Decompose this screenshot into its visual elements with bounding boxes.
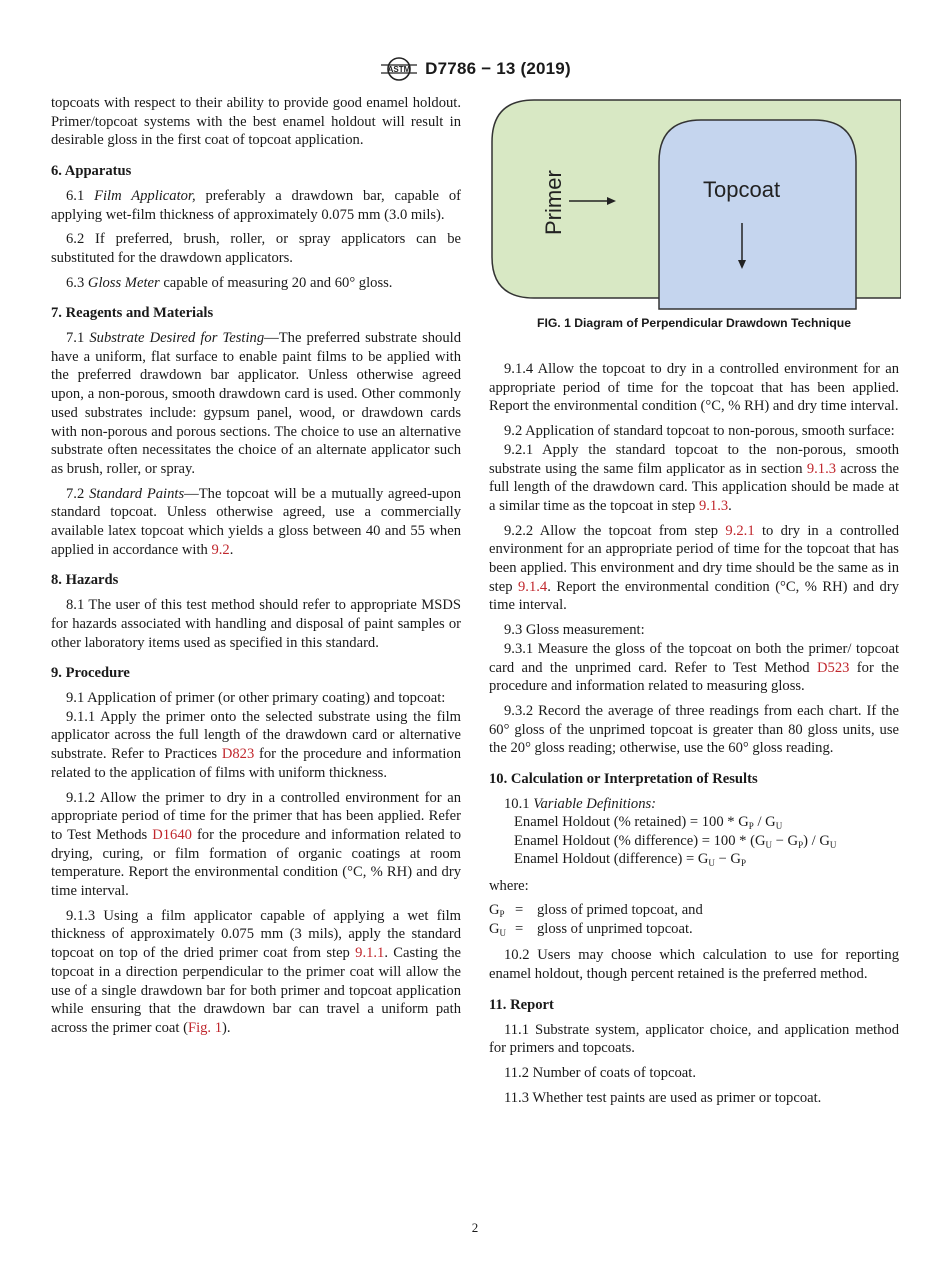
primer-label: Primer [541, 170, 566, 235]
link-9-1-3-a[interactable]: 9.1.3 [806, 460, 837, 477]
paragraph-6-1: 6.1 Film Applicator, preferably a drawdown bar, capable of applying wet-film thickness of approximately 0.075 mm (3.0 mils). [51, 187, 462, 223]
formula-difference: Enamel Holdout (difference) = $G_U - G_P$ [514, 851, 746, 869]
astm-logo-icon [379, 56, 419, 82]
paragraph-11-2: 11.2 Number of coats of topcoat. [504, 1064, 696, 1081]
paragraph-9-2: 9.2 Application of standard topcoat to non-porous, smooth surface: [504, 423, 895, 440]
link-d1640[interactable]: D1640 [152, 826, 192, 843]
link-9-2[interactable]: 9.2 [211, 541, 230, 558]
paragraph-10-2: 10.2 Users may choose which calculation to use for reporting enamel holdout, though percent retained is the preferred method. [489, 947, 899, 983]
paragraph-7-2: 7.2 Standard Paints—The topcoat will be a mutually agreed-upon standard topcoat. Unless otherwise agreed, use a commercially available latex topcoat which yields a gloss between 40 and 55 when applied in accordance with 9.2. [51, 485, 461, 558]
where-label: where: [489, 877, 529, 894]
intro-paragraph: topcoats with respect to their ability to provide good enamel holdout. Primer/topcoat systems with the best enamel holdout will result in desirable gloss in the first coat of topcoat application. [51, 95, 461, 149]
paragraph-8-1: 8.1 The user of this test method should refer to appropriate MSDS for hazards associated with handling and disposal of paint samples or other laboratory items used as specified in this standard. [51, 597, 461, 651]
svg-text:ASTM: ASTM [387, 65, 411, 74]
paragraph-11-1: 11.1 Substrate system, applicator choice, and application method for primers and topcoats. [489, 1021, 899, 1057]
page-number: 2 [471, 1220, 479, 1235]
link-fig-1[interactable]: Fig. 1 [187, 1019, 223, 1036]
paragraph-9-1-3: 9.1.3 Using a film applicator capable of applying a wet film thickness of approximately 0.075 mm (3 mils), apply the standard topcoat on top of the dried primer coat from step 9.1.1. Casting the topcoat in a direction perpendicular to the primer coat will allow the use of a single drawdown bar for both primer and topcoat application while ensuring that the drawdown bar can travel a uniform path across the primer coat (Fig. 1). [51, 907, 461, 1036]
paragraph-9-3-1: 9.3.1 Measure the gloss of the topcoat on both the primer/ topcoat card and the unprimed card. Refer to Test Method D523 for the procedure and information related to measuring gloss. [489, 640, 900, 695]
definition-gu: $G_U$ = gloss of unprimed topcoat. [489, 920, 693, 938]
paragraph-9-1-1: 9.1.1 Apply the primer onto the selected substrate using the film applicator across the full length of the drawdown card or alternative substrate. Refer to Practices D823 for the procedure and information related to the application of films with uniform thickness. [51, 708, 461, 781]
paragraph-9-2-2: 9.2.2 Allow the topcoat from step 9.2.1 to dry in a controlled environment for an appropriate period of time for the topcoat that has been applied. This environment and dry time should be the same as in step 9.1.4. Report the environmental condition (°C, % RH) and dry time interval. [489, 522, 899, 614]
definition-gp: $G_P$ = gloss of primed topcoat, and [489, 902, 703, 920]
topcoat-label: Topcoat [703, 177, 781, 202]
paragraph-9-3-2: 9.3.2 Record the average of three readings from each chart. If the 60° gloss of the unprimed topcoat is greater than 80 gloss units, use the 20° gloss reading; otherwise, use the 60° gloss reading. [489, 702, 899, 757]
section-7-heading: 7. Reagents and Materials [51, 305, 214, 322]
section-9-heading: 9. Procedure [51, 665, 130, 682]
formula-percent-difference: Enamel Holdout (% difference) = $100 * (G_U - G_P) / G_U$ [514, 832, 837, 850]
formulas [489, 813, 899, 869]
link-9-1-4[interactable]: 9.1.4 [518, 578, 548, 595]
link-9-1-1[interactable]: 9.1.1 [355, 945, 385, 962]
figure-caption: FIG. 1 Diagram of Perpendicular Drawdown Technique [537, 316, 851, 330]
paragraph-7-1: 7.1 Substrate Desired for Testing—The preferred substrate should have a uniform, flat surface to enable paint films to be applied with the preferred drawdown bar applicator. Unless otherwise agreed upon, a non-porous, smooth drawdown card is used. Other commonly used substrates include: gypsum panel, wood, or drawdown cards with non-porous and porous sections. The choice to use an alternative substrate often necessitates the choice of an alternate applicator such as brush, roller, or spray. [51, 330, 461, 477]
paragraph-11-3: 11.3 Whether test paints are used as primer or topcoat. [504, 1089, 822, 1106]
link-9-2-1[interactable]: 9.2.1 [725, 522, 755, 539]
link-9-1-3-b[interactable]: 9.1.3 [698, 497, 729, 514]
link-d523[interactable]: D523 [816, 659, 850, 676]
paragraph-6-2: 6.2 If preferred, brush, roller, or spray applicators can be substituted for the drawdown applicators. [51, 231, 461, 266]
section-11-heading: 11. Report [489, 996, 554, 1013]
paragraph-9-2-1: 9.2.1 Apply the standard topcoat to the non-porous, smooth substrate using the same film applicator as in section 9.1.3 across the full length of the drawdown card. This application should be made at a similar time as the topcoat in step 9.1.3. [489, 441, 900, 514]
document-id: D7786 − 13 (2019) [425, 59, 571, 78]
link-d823[interactable]: D823 [221, 746, 255, 763]
formula-percent-retained: Enamel Holdout (% retained) = $100 * G_P / G_U$ [514, 814, 783, 832]
section-10-heading: 10. Calculation or Interpretation of Results [489, 771, 758, 788]
page-header [0, 56, 950, 82]
paragraph-9-3: 9.3 Gloss measurement: [504, 622, 645, 639]
paragraph-10-1: 10.1 Variable Definitions: [504, 795, 657, 812]
paragraph-9-1-2: 9.1.2 Allow the primer to dry in a controlled environment for an appropriate period of time for the primer that has been applied. Refer to Test Methods D1640 for the procedure and information related to drying, curing, or film formation of organic coatings at room temperature. Report the environmental condition (°C, % RH) and dry time interval. [51, 789, 461, 900]
paragraph-6-3: 6.3 Gloss Meter capable of measuring 20 and 60° gloss. [66, 274, 393, 291]
paragraph-9-1: 9.1 Application of primer (or other primary coating) and topcoat: [66, 689, 446, 706]
paragraph-9-1-4: 9.1.4 Allow the topcoat to dry in a controlled environment for an appropriate period of time for the topcoat that has been applied. Report the environmental condition (°C, % RH) and dry time interval. [489, 361, 899, 415]
right-column [489, 360, 899, 1113]
left-column [51, 94, 461, 1044]
section-6-heading: 6. Apparatus [51, 163, 132, 180]
topcoat-region [659, 120, 856, 309]
section-8-heading: 8. Hazards [51, 572, 119, 589]
figure-1-diagram [489, 97, 901, 311]
definition-list [489, 901, 899, 938]
